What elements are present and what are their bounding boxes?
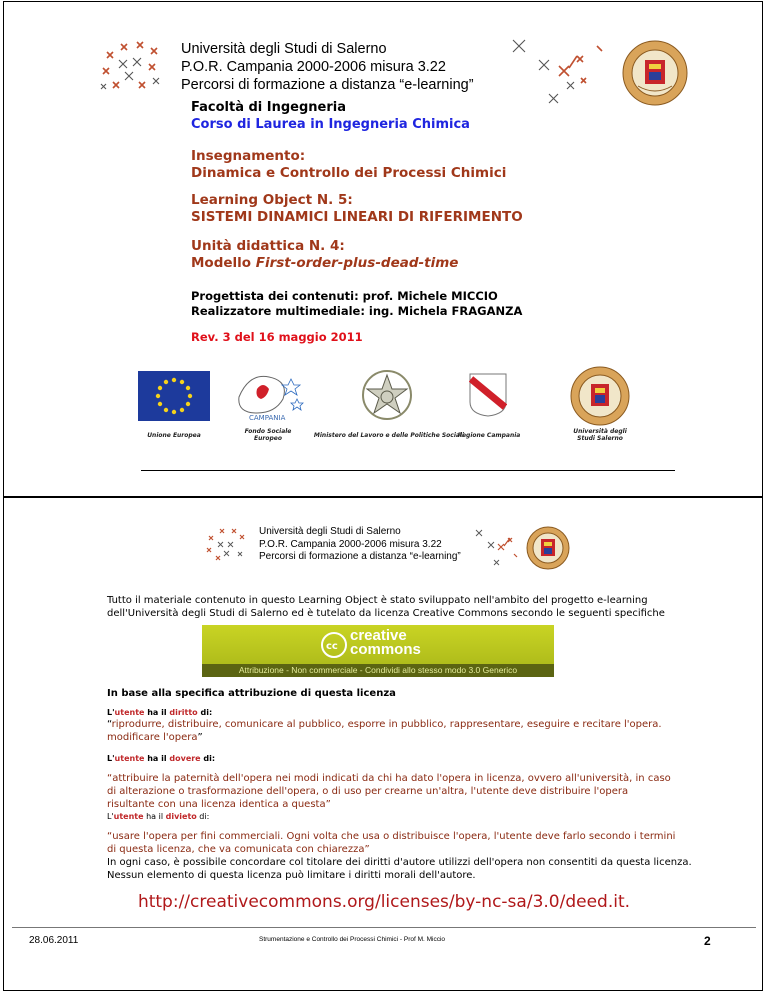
attribution-heading: In base alla specifica attribuzione di questa licenza (107, 688, 396, 699)
university-header (259, 526, 461, 564)
header-line-1: Università degli Studi di Salerno (181, 41, 387, 57)
cc-wordmark (350, 629, 421, 657)
logo-caption-fse: Fondo Sociale Europeo (244, 428, 292, 442)
credits (191, 289, 522, 319)
duty-keyword: dovere (169, 754, 201, 763)
teaching-title: Dinamica e Controllo dei Processi Chimici (191, 165, 507, 181)
unit-title-italic: First-order-plus-dead-time (255, 255, 459, 271)
slide-1 (3, 1, 763, 497)
crosses-decoration-right-icon (474, 528, 526, 570)
label-text: L' (107, 754, 115, 763)
closing-text (107, 856, 707, 882)
learning-object-label: Learning Object N. 5: (191, 192, 353, 208)
ban-text: “usare l'opera per fini commerciali. Ogni volta che usa o distribuisce l'opera, l'utente deve farlo secondo i termini di questa licenza, che va comunicata con chiarezza” (107, 831, 676, 855)
right-label (107, 708, 212, 717)
footer-divider (12, 927, 756, 928)
header-line-1: Università degli Studi di Salerno (259, 526, 401, 537)
learning-object-title: SISTEMI DINAMICI LINEARI DI RIFERIMENTO (191, 209, 523, 225)
label-text: ha il (144, 754, 170, 763)
footer-date: 28.06.2011 (29, 935, 79, 946)
ban-keyword: divieto (165, 812, 197, 821)
logo-caption-universita: Università degli Studi Salerno (573, 428, 627, 442)
cc-license-bar: Attribuzione - Non commerciale - Condividi allo stesso modo 3.0 Generico (202, 664, 554, 677)
label-text: di: (197, 708, 213, 717)
unit-title (191, 255, 458, 272)
right-keyword: diritto (169, 708, 198, 717)
logo-caption-ministero: Ministero del Lavoro e delle Politiche Sociali (313, 432, 465, 439)
revision-note: Rev. 3 del 16 maggio 2011 (191, 330, 363, 344)
utente-word: utente (114, 754, 145, 763)
utente-word: utente (113, 812, 144, 821)
label-text: di: (200, 754, 216, 763)
crosses-globe-left-icon (99, 38, 169, 100)
eu-flag-icon (138, 371, 210, 421)
divider (141, 470, 675, 471)
footer-course: Strumentazione e Controllo dei Processi Chimici - Prof M. Miccio (259, 936, 446, 943)
learning-object-block (191, 192, 523, 226)
logo-caption-eu: Unione Europea (147, 432, 201, 439)
cc-word-2: commons (350, 641, 421, 658)
duty-text-content: attribuire la paternità dell'opera nei modi indicati da chi ha dato l'opera in licenza, ovvero all'università, in caso di alterazione o trasformazione dell'opera, o di uso per crearne un'altra, l'utente deve distribuire l'opera risultante con una licenza identica a questa (107, 773, 671, 810)
duty-label (107, 754, 215, 763)
unit-label: Unità didattica N. 4: (191, 238, 345, 254)
faculty-block (191, 99, 470, 133)
regione-campania-icon (469, 373, 507, 417)
utente-word: utente (114, 708, 145, 717)
ban-text-content: usare l'opera per fini commerciali. Ogni volta che usa o distribuisce l'opera, l'utente deve farlo secondo i termini di questa licenza, che va comunicata con chiarezza (107, 831, 676, 855)
content-designer: Progettista dei contenuti: prof. Michele MICCIO (191, 289, 498, 303)
right-text-content: riprodurre, distribuire, comunicare al pubblico, esporre in pubblico, rappresentare, eseguire e recitare l'opera. modificare l'opera (107, 719, 662, 743)
closing-line-1: In ogni caso, è possibile concordare col titolare dei diritti d'autore utilizzi dell'opera non consentiti da questa licenza. (107, 857, 692, 868)
faculty-name: Facoltà di Ingegneria (191, 100, 347, 115)
campania-logo-text: CAMPANIA (249, 414, 286, 422)
header-line-2: P.O.R. Campania 2000-2006 misura 3.22 (181, 59, 446, 75)
multimedia-producer: Realizzatore multimediale: ing. Michela FRAGANZA (191, 304, 523, 318)
label-text: di: (196, 812, 210, 821)
crosses-decoration-right-icon (509, 38, 619, 108)
header-line-3: Percorsi di formazione a distanza “e-learning” (259, 551, 461, 562)
label-text: ha il (144, 708, 170, 717)
teaching-label: Insegnamento: (191, 148, 306, 164)
closing-line-2: Nessun elemento di questa licenza può limitare i diritti morali dell'autore. (107, 870, 476, 881)
svg-text:cc: cc (326, 641, 338, 652)
license-url-link[interactable]: http://creativecommons.org/licenses/by-nc-sa/3.0/deed.it. (137, 892, 631, 912)
ban-label (107, 812, 209, 821)
label-text: L' (107, 812, 114, 821)
italian-emblem-icon (359, 367, 415, 423)
license-intro: Tutto il materiale contenuto in questo Learning Object è stato sviluppato nell'ambito del progetto e-learning dell'Università degli Studi di Salerno ed è tutelato da licenza Creative Commons secondo le seguenti specifiche (107, 595, 665, 619)
university-seal-icon (622, 40, 688, 106)
course-name: Corso di Laurea in Ingegneria Chimica (191, 117, 470, 132)
label-text: L' (107, 708, 115, 717)
right-text: “riprodurre, distribuire, comunicare al pubblico, esporre in pubblico, rappresentare, eseguire e recitare l'opera. modificare l'opera” (107, 719, 662, 743)
label-text: ha il (143, 812, 166, 821)
cc-logo-icon (320, 631, 348, 659)
campania-fse-icon (231, 367, 309, 425)
university-header (181, 40, 474, 94)
teaching-block (191, 148, 506, 182)
creative-commons-banner[interactable] (202, 625, 554, 677)
university-seal-icon (526, 526, 570, 570)
slide-2 (3, 497, 763, 991)
cc-word-1: creative (350, 627, 407, 644)
unit-block (191, 238, 458, 272)
header-line-3: Percorsi di formazione a distanza “e-learning” (181, 77, 474, 93)
logo-caption-regione: Regione Campania (457, 432, 521, 439)
duty-text: “attribuire la paternità dell'opera nei modi indicati da chi ha dato l'opera in licenza, ovvero all'università, in caso di alterazione o trasformazione dell'opera, o di uso per crearne un'altra, l'utente deve distribuire l'opera risultante con una licenza identica a questa” (107, 773, 671, 810)
header-line-2: P.O.R. Campania 2000-2006 misura 3.22 (259, 538, 442, 550)
crosses-globe-left-icon (204, 526, 250, 566)
university-seal-small-icon (570, 366, 630, 426)
unit-title-prefix: Modello (191, 255, 256, 271)
page-number: 2 (704, 934, 711, 948)
